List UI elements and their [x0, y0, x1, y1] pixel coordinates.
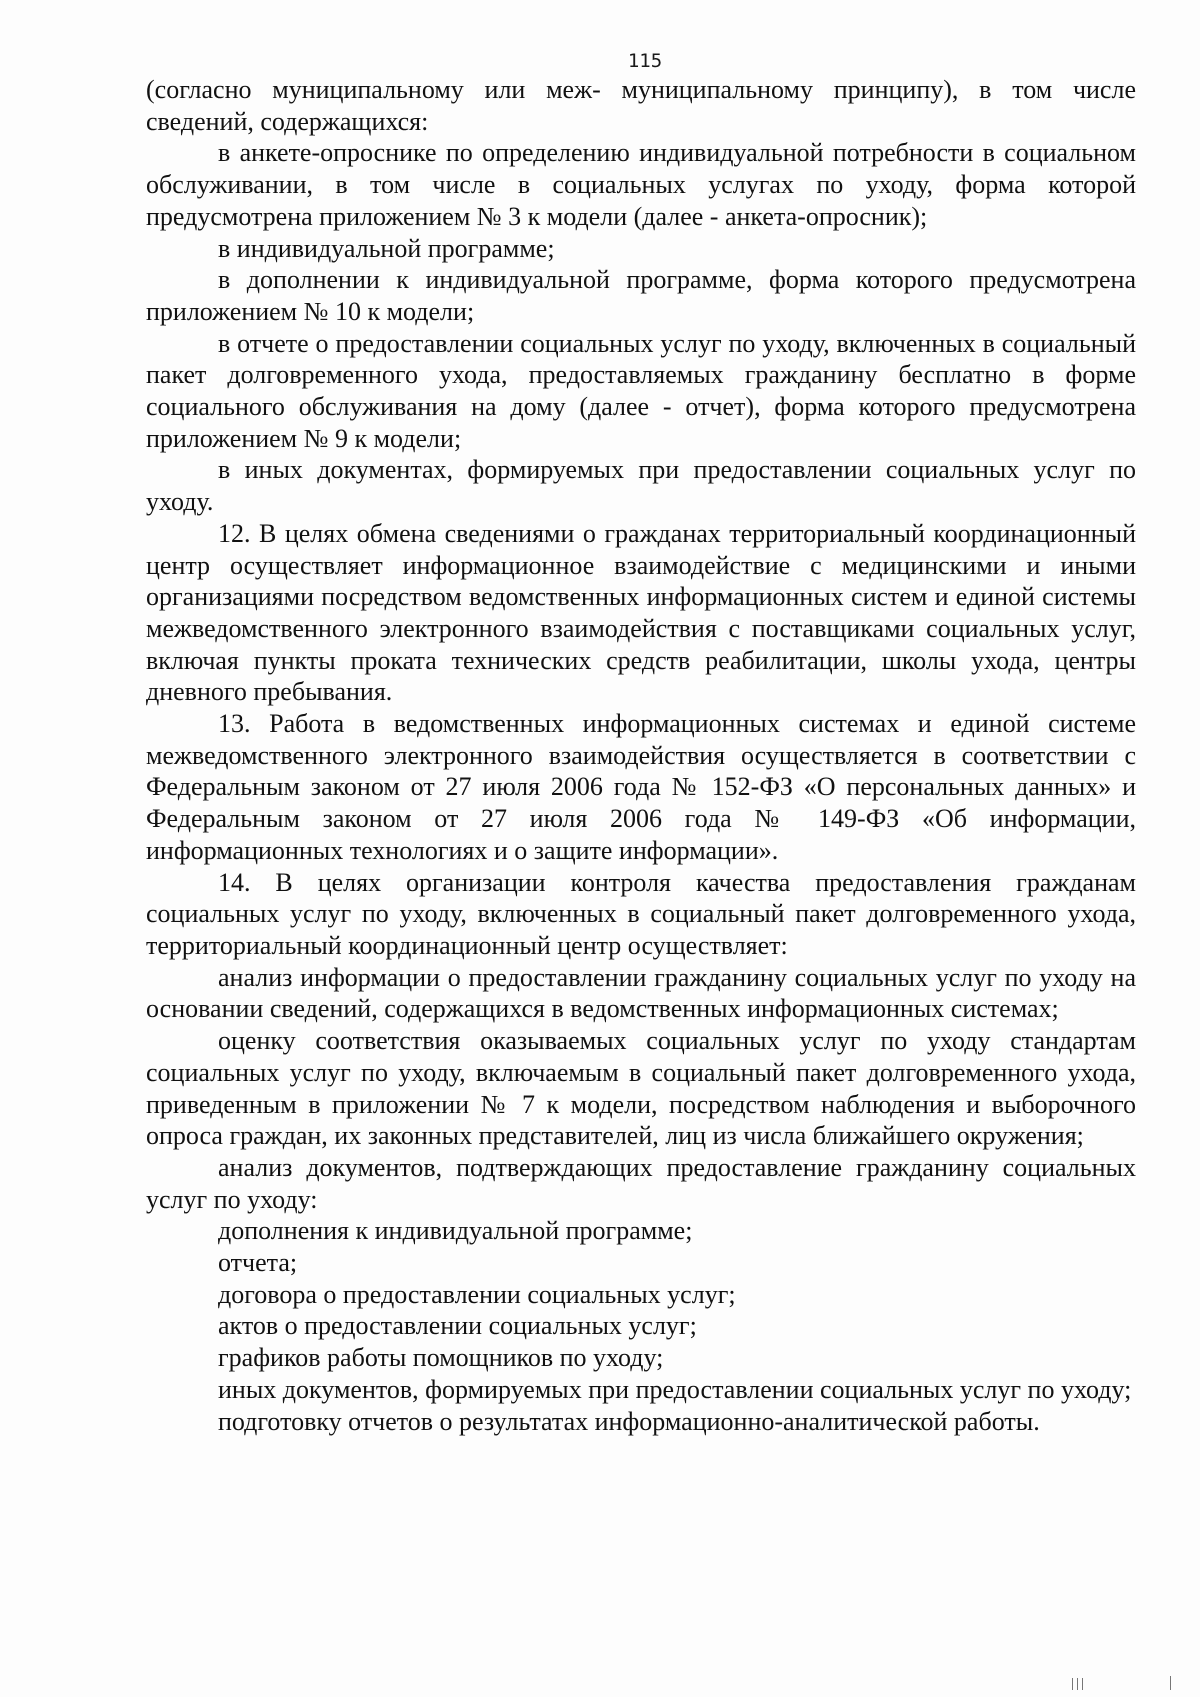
- paragraph-7: 13. Работа в ведомственных информационных системах и единой системе межведомственного электронного взаимодействия осуществляется в соответствии с Федеральным законом от 27 июля 2006 года № 152-ФЗ «О персональных данных» и Федеральным законом от 27 июля 2006 года № 149-ФЗ «Об информации, информационных технологиях и о защите информации».: [146, 709, 1136, 865]
- paragraph-18: подготовку отчетов о результатах информационно-аналитической работы.: [218, 1406, 1040, 1436]
- paragraph-8: 14. В целях организации контроля качества предоставления гражданам социальных услуг по уходу, включенных в социальный пакет долговременного ухода, территориальный координационный центр осуществляет:: [146, 867, 1136, 960]
- document-body: [146, 74, 1136, 1437]
- paragraph-15: актов о предоставлении социальных услуг;: [218, 1311, 697, 1341]
- paragraph-13: отчета;: [218, 1248, 298, 1278]
- paragraph-2: в индивидуальной программе;: [218, 233, 555, 263]
- paragraph-16: графиков работы помощников по уходу;: [218, 1343, 664, 1373]
- scan-artifact: [1170, 1676, 1171, 1690]
- paragraph-11: анализ документов, подтверждающих предоставление гражданину социальных услуг по уходу:: [146, 1152, 1136, 1214]
- scan-artifact: [1082, 1678, 1083, 1690]
- paragraph-3: в дополнении к индивидуальной программе, форма которого предусмотрена приложением № 10 к модели;: [146, 265, 1136, 326]
- paragraph-14: договора о предоставлении социальных услуг;: [218, 1279, 736, 1309]
- paragraph-12: дополнения к индивидуальной программе;: [218, 1216, 693, 1246]
- scan-artifact: [1077, 1678, 1078, 1690]
- paragraph-5: в иных документах, формируемых при предоставлении социальных услуг по уходу.: [146, 455, 1136, 517]
- paragraph-6: 12. В целях обмена сведениями о гражданах территориальный координационный центр осуществляет информационное взаимодействие с медицинскими и иными организациями посредством ведомственных информационных систем и единой системы межведомственного электронного взаимодействия с поставщиками социальных услуг, включая пункты проката технических средств реабилитации, школы ухода, центры дневного пребывания.: [146, 518, 1136, 707]
- scan-artifact: [1072, 1678, 1073, 1690]
- paragraph-10: оценку соответствия оказываемых социальных услуг по уходу стандартам социальных услуг по уходу, включаемым в социальный пакет долговременного ухода, приведенным в приложении № 7 к модели, посредством наблюдения и выборочного опроса граждан, их законных представителей, лиц из числа ближайшего окружения;: [146, 1026, 1136, 1151]
- paragraph-4: в отчете о предоставлении социальных услуг по уходу, включенных в социальный пакет долговременного ухода, предоставляемых гражданину бесплатно в форме социального обслуживания на дому (далее - отчет), форма которого предусмотрена приложением № 9 к модели;: [146, 328, 1136, 453]
- paragraph-9: анализ информации о предоставлении гражданину социальных услуг по уходу на основании сведений, содержащихся в ведомственных информационных системах;: [146, 962, 1136, 1024]
- page-number: 115: [627, 50, 663, 72]
- paragraph-0: (согласно муниципальному или меж- муниципальному принципу), в том числе сведений, содержащихся:: [146, 75, 1136, 136]
- paragraph-1: в анкете-опроснике по определению индивидуальной потребности в социальном обслуживании, в том числе в социальных услугах по уходу, форма которой предусмотрена приложением № 3 к модели (далее - анкета-опросник);: [146, 138, 1136, 231]
- paragraph-17: иных документов, формируемых при предоставлении социальных услуг по уходу;: [218, 1374, 1132, 1404]
